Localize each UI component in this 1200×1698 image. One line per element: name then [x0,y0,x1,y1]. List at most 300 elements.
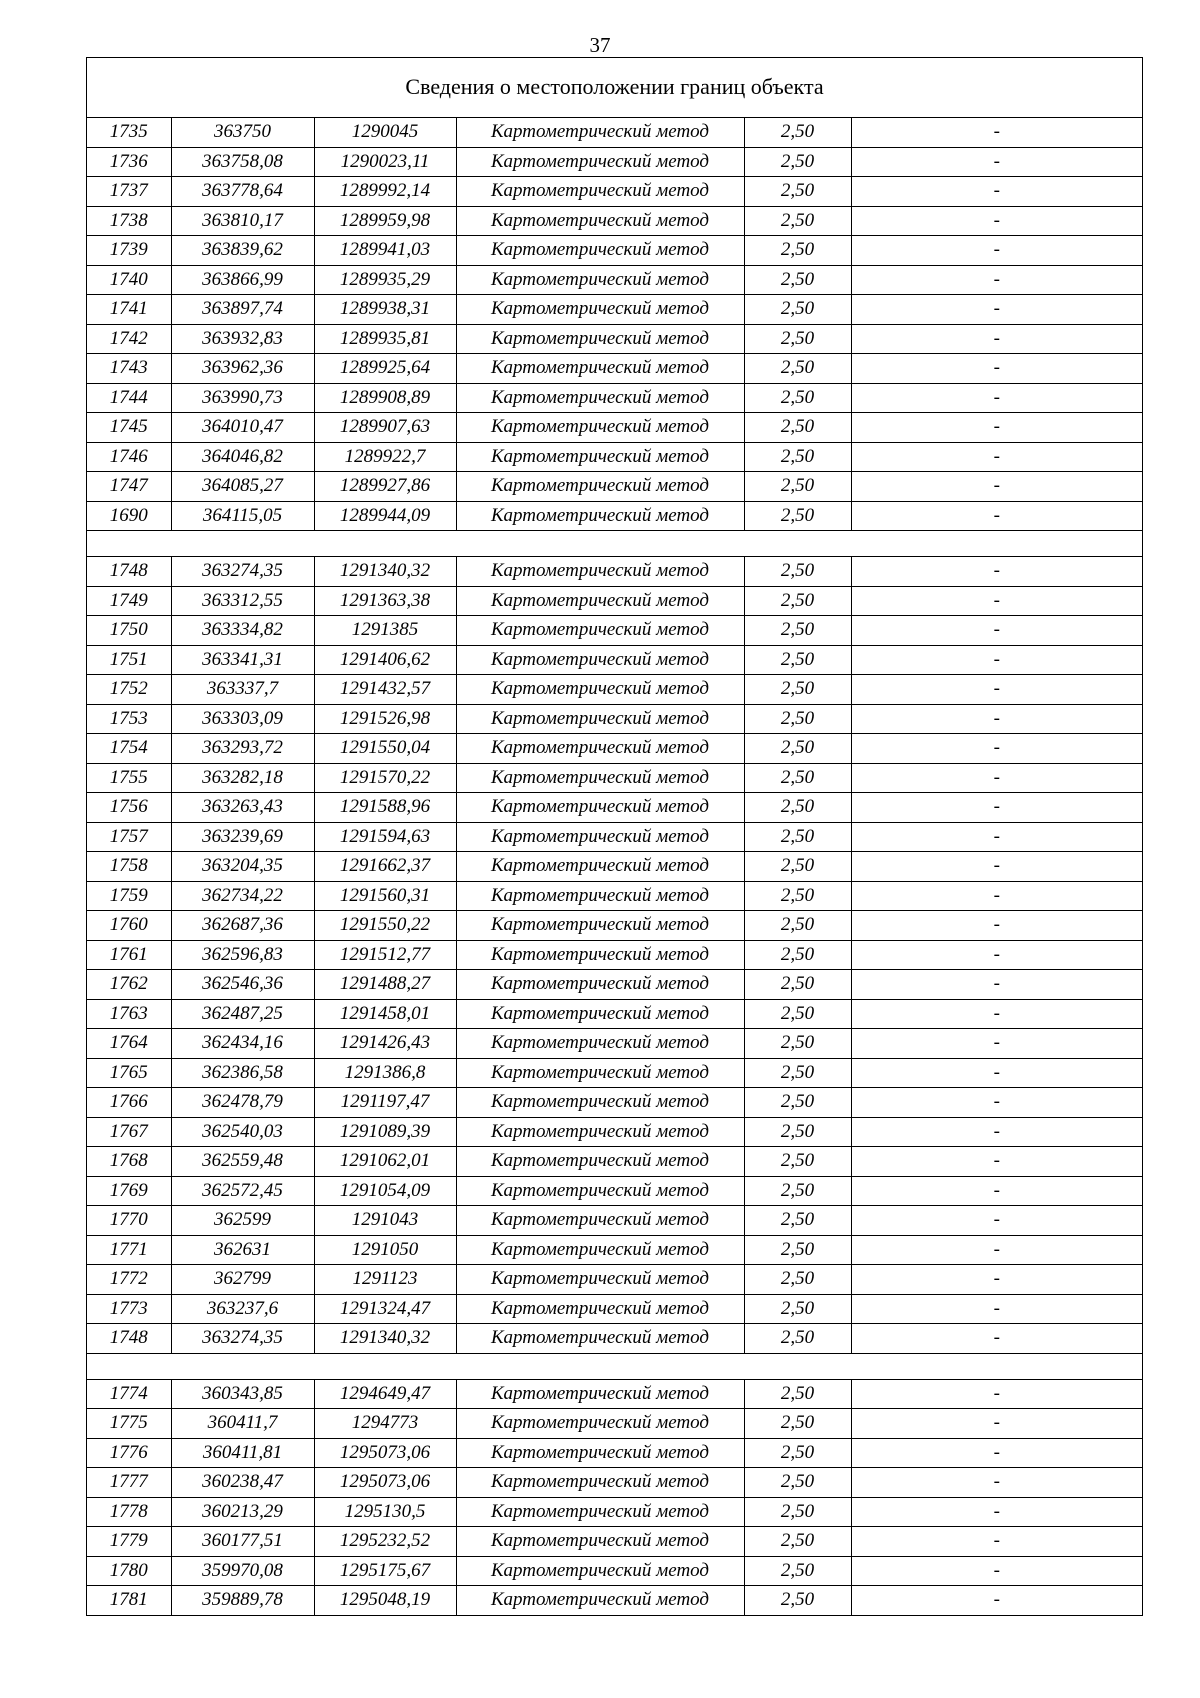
description-cell: - [851,1265,1142,1295]
method-cell: Картометрический метод [456,1294,744,1324]
description-cell: - [851,1324,1142,1354]
method-cell: Картометрический метод [456,704,744,734]
point-number-cell: 1742 [87,324,171,354]
description-cell: - [851,324,1142,354]
table-row [87,295,1142,325]
point-number-cell: 1750 [87,616,171,646]
x-coordinate-cell: 363758,08 [171,147,314,177]
description-cell: - [851,881,1142,911]
table-row [87,383,1142,413]
description-cell: - [851,1556,1142,1586]
x-coordinate-cell: 362734,22 [171,881,314,911]
table-row [87,704,1142,734]
description-cell: - [851,1497,1142,1527]
table-row [87,557,1142,587]
accuracy-cell: 2,50 [744,704,851,734]
x-coordinate-cell: 363263,43 [171,793,314,823]
accuracy-cell: 2,50 [744,1265,851,1295]
accuracy-cell: 2,50 [744,1294,851,1324]
description-cell: - [851,501,1142,531]
accuracy-cell: 2,50 [744,295,851,325]
accuracy-cell: 2,50 [744,206,851,236]
point-number-cell: 1747 [87,472,171,502]
x-coordinate-cell: 363274,35 [171,557,314,587]
accuracy-cell: 2,50 [744,1527,851,1557]
y-coordinate-cell: 1291089,39 [314,1117,456,1147]
table-row [87,1586,1142,1615]
table-row [87,881,1142,911]
table-row [87,822,1142,852]
method-cell: Картометрический метод [456,1206,744,1236]
table-row [87,1176,1142,1206]
x-coordinate-cell: 363962,36 [171,354,314,384]
x-coordinate-cell: 362559,48 [171,1147,314,1177]
accuracy-cell: 2,50 [744,1324,851,1354]
y-coordinate-cell: 1291406,62 [314,645,456,675]
x-coordinate-cell: 362478,79 [171,1088,314,1118]
x-coordinate-cell: 363341,31 [171,645,314,675]
y-coordinate-cell: 1295073,06 [314,1438,456,1468]
y-coordinate-cell: 1295232,52 [314,1527,456,1557]
table-row [87,616,1142,646]
x-coordinate-cell: 364010,47 [171,413,314,443]
x-coordinate-cell: 363274,35 [171,1324,314,1354]
y-coordinate-cell: 1289944,09 [314,501,456,531]
method-cell: Картометрический метод [456,501,744,531]
accuracy-cell: 2,50 [744,1147,851,1177]
description-cell: - [851,147,1142,177]
accuracy-cell: 2,50 [744,911,851,941]
table-row [87,1058,1142,1088]
table-row [87,236,1142,266]
description-cell: - [851,1468,1142,1498]
x-coordinate-cell: 364085,27 [171,472,314,502]
description-cell: - [851,852,1142,882]
accuracy-cell: 2,50 [744,1497,851,1527]
x-coordinate-cell: 363237,6 [171,1294,314,1324]
y-coordinate-cell: 1291386,8 [314,1058,456,1088]
point-number-cell: 1741 [87,295,171,325]
table-row [87,118,1142,147]
description-cell: - [851,1206,1142,1236]
y-coordinate-cell: 1291458,01 [314,999,456,1029]
table-row [87,1029,1142,1059]
point-number-cell: 1765 [87,1058,171,1088]
point-number-cell: 1771 [87,1235,171,1265]
y-coordinate-cell: 1295175,67 [314,1556,456,1586]
point-number-cell: 1772 [87,1265,171,1295]
accuracy-cell: 2,50 [744,852,851,882]
point-number-cell: 1737 [87,177,171,207]
method-cell: Картометрический метод [456,1438,744,1468]
point-number-cell: 1748 [87,1324,171,1354]
description-cell: - [851,265,1142,295]
table-row [87,793,1142,823]
x-coordinate-cell: 363750 [171,118,314,147]
accuracy-cell: 2,50 [744,1556,851,1586]
point-number-cell: 1752 [87,675,171,705]
x-coordinate-cell: 360238,47 [171,1468,314,1498]
method-cell: Картометрический метод [456,1058,744,1088]
method-cell: Картометрический метод [456,324,744,354]
table-row [87,911,1142,941]
method-cell: Картометрический метод [456,354,744,384]
y-coordinate-cell: 1294773 [314,1409,456,1439]
accuracy-cell: 2,50 [744,1088,851,1118]
coordinates-table [87,118,1142,1615]
y-coordinate-cell: 1290023,11 [314,147,456,177]
point-number-cell: 1777 [87,1468,171,1498]
point-number-cell: 1770 [87,1206,171,1236]
accuracy-cell: 2,50 [744,822,851,852]
page-number: 37 [589,33,611,57]
method-cell: Картометрический метод [456,1497,744,1527]
point-number-cell: 1757 [87,822,171,852]
table-row [87,442,1142,472]
x-coordinate-cell: 364115,05 [171,501,314,531]
point-number-cell: 1760 [87,911,171,941]
accuracy-cell: 2,50 [744,1409,851,1439]
method-cell: Картометрический метод [456,616,744,646]
table-row [87,354,1142,384]
table-row [87,999,1142,1029]
y-coordinate-cell: 1291550,04 [314,734,456,764]
x-coordinate-cell: 362487,25 [171,999,314,1029]
point-number-cell: 1735 [87,118,171,147]
method-cell: Картометрический метод [456,822,744,852]
method-cell: Картометрический метод [456,1029,744,1059]
point-number-cell: 1755 [87,763,171,793]
method-cell: Картометрический метод [456,383,744,413]
y-coordinate-cell: 1289922,7 [314,442,456,472]
description-cell: - [851,383,1142,413]
method-cell: Картометрический метод [456,472,744,502]
table-row [87,206,1142,236]
y-coordinate-cell: 1289935,81 [314,324,456,354]
description-cell: - [851,442,1142,472]
table-row [87,645,1142,675]
table-row [87,1235,1142,1265]
method-cell: Картометрический метод [456,177,744,207]
description-cell: - [851,970,1142,1000]
accuracy-cell: 2,50 [744,1438,851,1468]
accuracy-cell: 2,50 [744,1117,851,1147]
method-cell: Картометрический метод [456,1468,744,1498]
table-row [87,586,1142,616]
y-coordinate-cell: 1291526,98 [314,704,456,734]
method-cell: Картометрический метод [456,1527,744,1557]
description-cell: - [851,763,1142,793]
x-coordinate-cell: 363839,62 [171,236,314,266]
accuracy-cell: 2,50 [744,970,851,1000]
accuracy-cell: 2,50 [744,265,851,295]
method-cell: Картометрический метод [456,1556,744,1586]
accuracy-cell: 2,50 [744,501,851,531]
method-cell: Картометрический метод [456,970,744,1000]
point-number-cell: 1761 [87,940,171,970]
point-number-cell: 1779 [87,1527,171,1557]
description-cell: - [851,911,1142,941]
table-row [87,501,1142,531]
x-coordinate-cell: 363778,64 [171,177,314,207]
method-cell: Картометрический метод [456,118,744,147]
table-row [87,1468,1142,1498]
accuracy-cell: 2,50 [744,442,851,472]
x-coordinate-cell: 362799 [171,1265,314,1295]
x-coordinate-cell: 363282,18 [171,763,314,793]
description-cell: - [851,940,1142,970]
accuracy-cell: 2,50 [744,1058,851,1088]
point-number-cell: 1775 [87,1409,171,1439]
description-cell: - [851,1235,1142,1265]
accuracy-cell: 2,50 [744,1586,851,1615]
method-cell: Картометрический метод [456,852,744,882]
description-cell: - [851,1058,1142,1088]
x-coordinate-cell: 360213,29 [171,1497,314,1527]
x-coordinate-cell: 363932,83 [171,324,314,354]
table-row [87,763,1142,793]
description-cell: - [851,999,1142,1029]
point-number-cell: 1746 [87,442,171,472]
x-coordinate-cell: 360411,81 [171,1438,314,1468]
point-number-cell: 1738 [87,206,171,236]
table-row [87,1117,1142,1147]
y-coordinate-cell: 1291594,63 [314,822,456,852]
table-row [87,1409,1142,1439]
x-coordinate-cell: 363239,69 [171,822,314,852]
accuracy-cell: 2,50 [744,645,851,675]
accuracy-cell: 2,50 [744,354,851,384]
y-coordinate-cell: 1291385 [314,616,456,646]
accuracy-cell: 2,50 [744,763,851,793]
accuracy-cell: 2,50 [744,557,851,587]
table-row [87,147,1142,177]
method-cell: Картометрический метод [456,147,744,177]
point-number-cell: 1743 [87,354,171,384]
method-cell: Картометрический метод [456,793,744,823]
description-cell: - [851,236,1142,266]
method-cell: Картометрический метод [456,1147,744,1177]
description-cell: - [851,1409,1142,1439]
y-coordinate-cell: 1289907,63 [314,413,456,443]
x-coordinate-cell: 363810,17 [171,206,314,236]
point-number-cell: 1763 [87,999,171,1029]
y-coordinate-cell: 1291662,37 [314,852,456,882]
method-cell: Картометрический метод [456,1586,744,1615]
accuracy-cell: 2,50 [744,177,851,207]
x-coordinate-cell: 362386,58 [171,1058,314,1088]
point-number-cell: 1749 [87,586,171,616]
table-row [87,177,1142,207]
description-cell: - [851,1088,1142,1118]
point-number-cell: 1748 [87,557,171,587]
x-coordinate-cell: 360343,85 [171,1379,314,1409]
accuracy-cell: 2,50 [744,999,851,1029]
accuracy-cell: 2,50 [744,793,851,823]
method-cell: Картометрический метод [456,1176,744,1206]
x-coordinate-cell: 363312,55 [171,586,314,616]
method-cell: Картометрический метод [456,1265,744,1295]
description-cell: - [851,557,1142,587]
x-coordinate-cell: 362599 [171,1206,314,1236]
point-number-cell: 1781 [87,1586,171,1615]
description-cell: - [851,1527,1142,1557]
accuracy-cell: 2,50 [744,413,851,443]
table-row [87,675,1142,705]
y-coordinate-cell: 1291363,38 [314,586,456,616]
coordinates-table-body [87,118,1142,1615]
y-coordinate-cell: 1291340,32 [314,1324,456,1354]
description-cell: - [851,793,1142,823]
accuracy-cell: 2,50 [744,1029,851,1059]
y-coordinate-cell: 1291570,22 [314,763,456,793]
y-coordinate-cell: 1294649,47 [314,1379,456,1409]
contour-separator-cell [87,531,1142,557]
description-cell: - [993,1589,1000,1611]
accuracy-cell: 2,50 [744,940,851,970]
accuracy-cell: 2,50 [744,236,851,266]
table-row [87,1147,1142,1177]
point-number-cell: 1767 [87,1117,171,1147]
point-number-cell: 1756 [87,793,171,823]
y-coordinate-cell: 1289941,03 [314,236,456,266]
y-coordinate-cell: 1289925,64 [314,354,456,384]
y-coordinate-cell: 1289992,14 [314,177,456,207]
y-coordinate-cell: 1291123 [314,1265,456,1295]
point-number-cell: 1773 [87,1294,171,1324]
table-title: Сведения о местоположении границ объекта [87,58,1142,118]
accuracy-cell: 2,50 [744,616,851,646]
accuracy-cell: 2,50 [744,586,851,616]
contour-separator-row [87,1353,1142,1379]
y-coordinate-cell: 1289938,31 [314,295,456,325]
point-number-cell: 1762 [87,970,171,1000]
y-coordinate-cell: 1291560,31 [314,881,456,911]
point-number-cell: 1759 [87,881,171,911]
x-coordinate-cell: 362687,36 [171,911,314,941]
description-cell: - [851,645,1142,675]
point-number-cell: 1780 [87,1556,171,1586]
method-cell: Картометрический метод [456,734,744,764]
method-cell: Картометрический метод [456,911,744,941]
method-cell: Картометрический метод [456,413,744,443]
point-number-cell: 1774 [87,1379,171,1409]
y-coordinate-cell: 1291340,32 [314,557,456,587]
description-cell: - [851,734,1142,764]
description-cell: - [851,177,1142,207]
table-row [87,1206,1142,1236]
accuracy-cell: 2,50 [744,1235,851,1265]
method-cell: Картометрический метод [456,1324,744,1354]
table-row [87,472,1142,502]
point-number-cell: 1769 [87,1176,171,1206]
y-coordinate-cell: 1291550,22 [314,911,456,941]
description-cell: - [851,1294,1142,1324]
y-coordinate-cell: 1291512,77 [314,940,456,970]
description-cell: - [851,675,1142,705]
table-row [87,1497,1142,1527]
accuracy-cell: 2,50 [744,147,851,177]
method-cell: Картометрический метод [456,1117,744,1147]
point-number-cell: 1754 [87,734,171,764]
accuracy-cell: 2,50 [744,472,851,502]
description-cell: - [851,1438,1142,1468]
accuracy-cell: 2,50 [744,1176,851,1206]
method-cell: Картометрический метод [456,645,744,675]
x-coordinate-cell: 359889,78 [171,1586,314,1615]
method-cell: Картометрический метод [456,206,744,236]
x-coordinate-cell: 363337,7 [171,675,314,705]
method-cell: Картометрический метод [456,1235,744,1265]
method-cell: Картометрический метод [456,675,744,705]
table-row [87,1438,1142,1468]
x-coordinate-cell: 364046,82 [171,442,314,472]
point-number-cell: 1753 [87,704,171,734]
point-number-cell: 1766 [87,1088,171,1118]
method-cell: Картометрический метод [456,763,744,793]
table-row [87,324,1142,354]
y-coordinate-cell: 1289927,86 [314,472,456,502]
method-cell: Картометрический метод [456,265,744,295]
accuracy-cell: 2,50 [744,734,851,764]
method-cell: Картометрический метод [456,999,744,1029]
description-cell: - [851,704,1142,734]
table-row [87,1379,1142,1409]
description-cell: - [851,822,1142,852]
method-cell: Картометрический метод [456,557,744,587]
description-cell: - [851,616,1142,646]
y-coordinate-cell: 1291062,01 [314,1147,456,1177]
table-row [87,265,1142,295]
x-coordinate-cell: 363897,74 [171,295,314,325]
table-row [87,1527,1142,1557]
table-row [87,1556,1142,1586]
x-coordinate-cell: 363303,09 [171,704,314,734]
y-coordinate-cell: 1291488,27 [314,970,456,1000]
description-cell: - [851,118,1142,147]
x-coordinate-cell: 362540,03 [171,1117,314,1147]
x-coordinate-cell: 362631 [171,1235,314,1265]
point-number-cell: 1758 [87,852,171,882]
x-coordinate-cell: 363990,73 [171,383,314,413]
description-cell: - [851,1147,1142,1177]
accuracy-cell: 2,50 [744,324,851,354]
accuracy-cell: 2,50 [744,1379,851,1409]
table-row [87,940,1142,970]
y-coordinate-cell: 1291588,96 [314,793,456,823]
accuracy-cell: 2,50 [744,118,851,147]
description-cell: - [851,1029,1142,1059]
y-coordinate-cell: 1295048,19 [314,1586,456,1615]
x-coordinate-cell: 363866,99 [171,265,314,295]
point-number-cell: 1778 [87,1497,171,1527]
method-cell: Картометрический метод [456,1379,744,1409]
table-row [87,970,1142,1000]
table-row [87,734,1142,764]
x-coordinate-cell: 359970,08 [171,1556,314,1586]
description-cell: - [851,1379,1142,1409]
table-row [87,413,1142,443]
y-coordinate-cell: 1289935,29 [314,265,456,295]
contour-separator-cell [87,1353,1142,1379]
y-coordinate-cell: 1289908,89 [314,383,456,413]
point-number-cell: 1764 [87,1029,171,1059]
description-cell: - [851,472,1142,502]
point-number-cell: 1745 [87,413,171,443]
method-cell: Картометрический метод [456,442,744,472]
x-coordinate-cell: 363293,72 [171,734,314,764]
description-cell: - [851,1117,1142,1147]
